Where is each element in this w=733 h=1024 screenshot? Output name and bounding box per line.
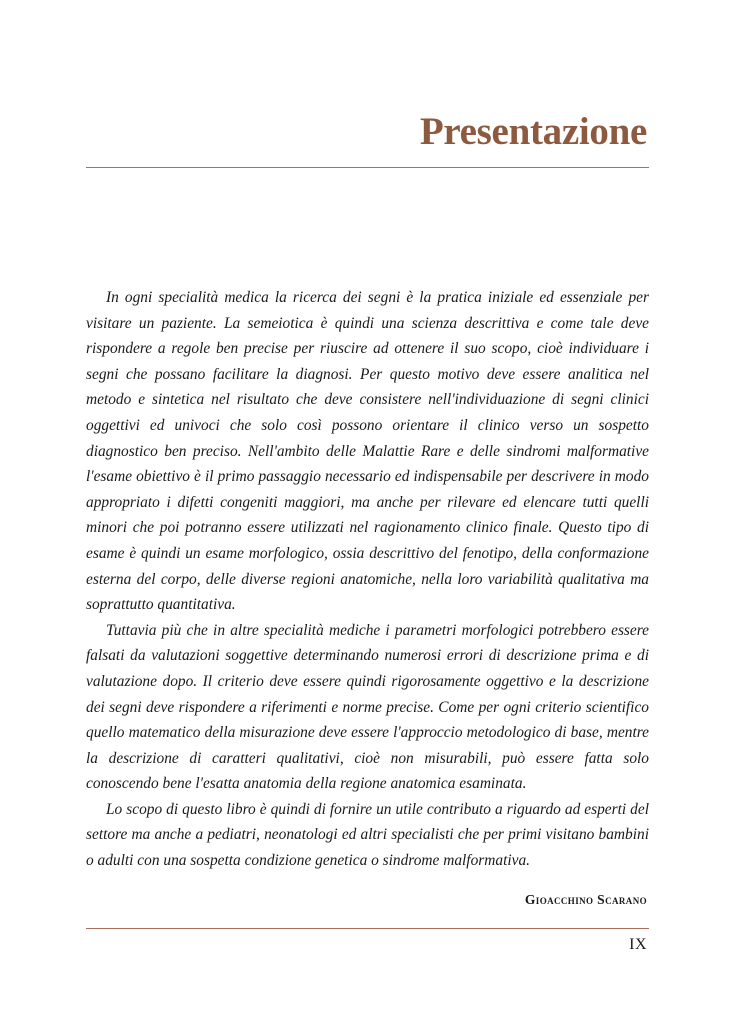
page-title: Presentazione [419, 110, 647, 153]
paragraph-1: In ogni specialità medica la ricerca dei segni è la pratica iniziale ed essenziale per visitare un paziente. La semeiotica è quindi una scienza descrittiva e come tale deve rispondere a regole ben precise per riuscire ad ottenere il suo scopo, cioè individuare i segni che possano facilitare la diagnosi. Per questo motivo deve essere analitica nel metodo e sintetica nel risultato che deve consistere nell'individuazione di segni clinici oggettivi ed univoci che solo così possono orientare il clinico verso un sospetto diagnostico ben preciso. Nell'ambito delle Malattie Rare e delle sindromi malformative l'esame obiettivo è il primo passaggio necessario ed indispensabile per descrivere in modo appropriato i difetti congeniti maggiori, ma anche per rilevare ed elencare tutti quelli minori che poi potranno essere utilizzati nel ragionamento clinico finale. Questo tipo di esame è quindi un esame morfologico, ossia descrittivo del fenotipo, della conformazione esterna del corpo, delle diverse regioni anatomiche, nella loro variabilità qualitativa ma soprattutto quantitativa. [86, 289, 649, 614]
page-number: IX [629, 936, 647, 953]
body-text [86, 285, 649, 874]
author-signature: Gioacchino Scarano [524, 892, 647, 907]
paragraph-3: Lo scopo di questo libro è quindi di fornire un utile contributo a riguardo ad esperti del settore ma anche a pediatri, neonatologi ed altri specialisti che per primi visitano bambini o adulti con una sospetta condizione genetica o sindrome malformativa. [86, 800, 649, 870]
title-divider [86, 167, 649, 168]
paragraph-2: Tuttavia più che in altre specialità mediche i parametri morfologici potrebbero essere falsati da valutazioni soggettive determinando numerosi errori di descrizione prima e di valutazione dopo. Il criterio deve essere quindi rigorosamente oggettivo e la descrizione dei segni deve rispondere a riferimenti e norme precise. Come per ogni criterio scientifico quello matematico della misurazione deve essere l'approccio metodologico di base, mentre la descrizione di caratteri qualitativi, cioè non misurabili, può essere fatta solo conoscendo bene l'esatta anatomia della regione anatomica esaminata. [86, 621, 649, 793]
footer-divider [86, 928, 649, 929]
